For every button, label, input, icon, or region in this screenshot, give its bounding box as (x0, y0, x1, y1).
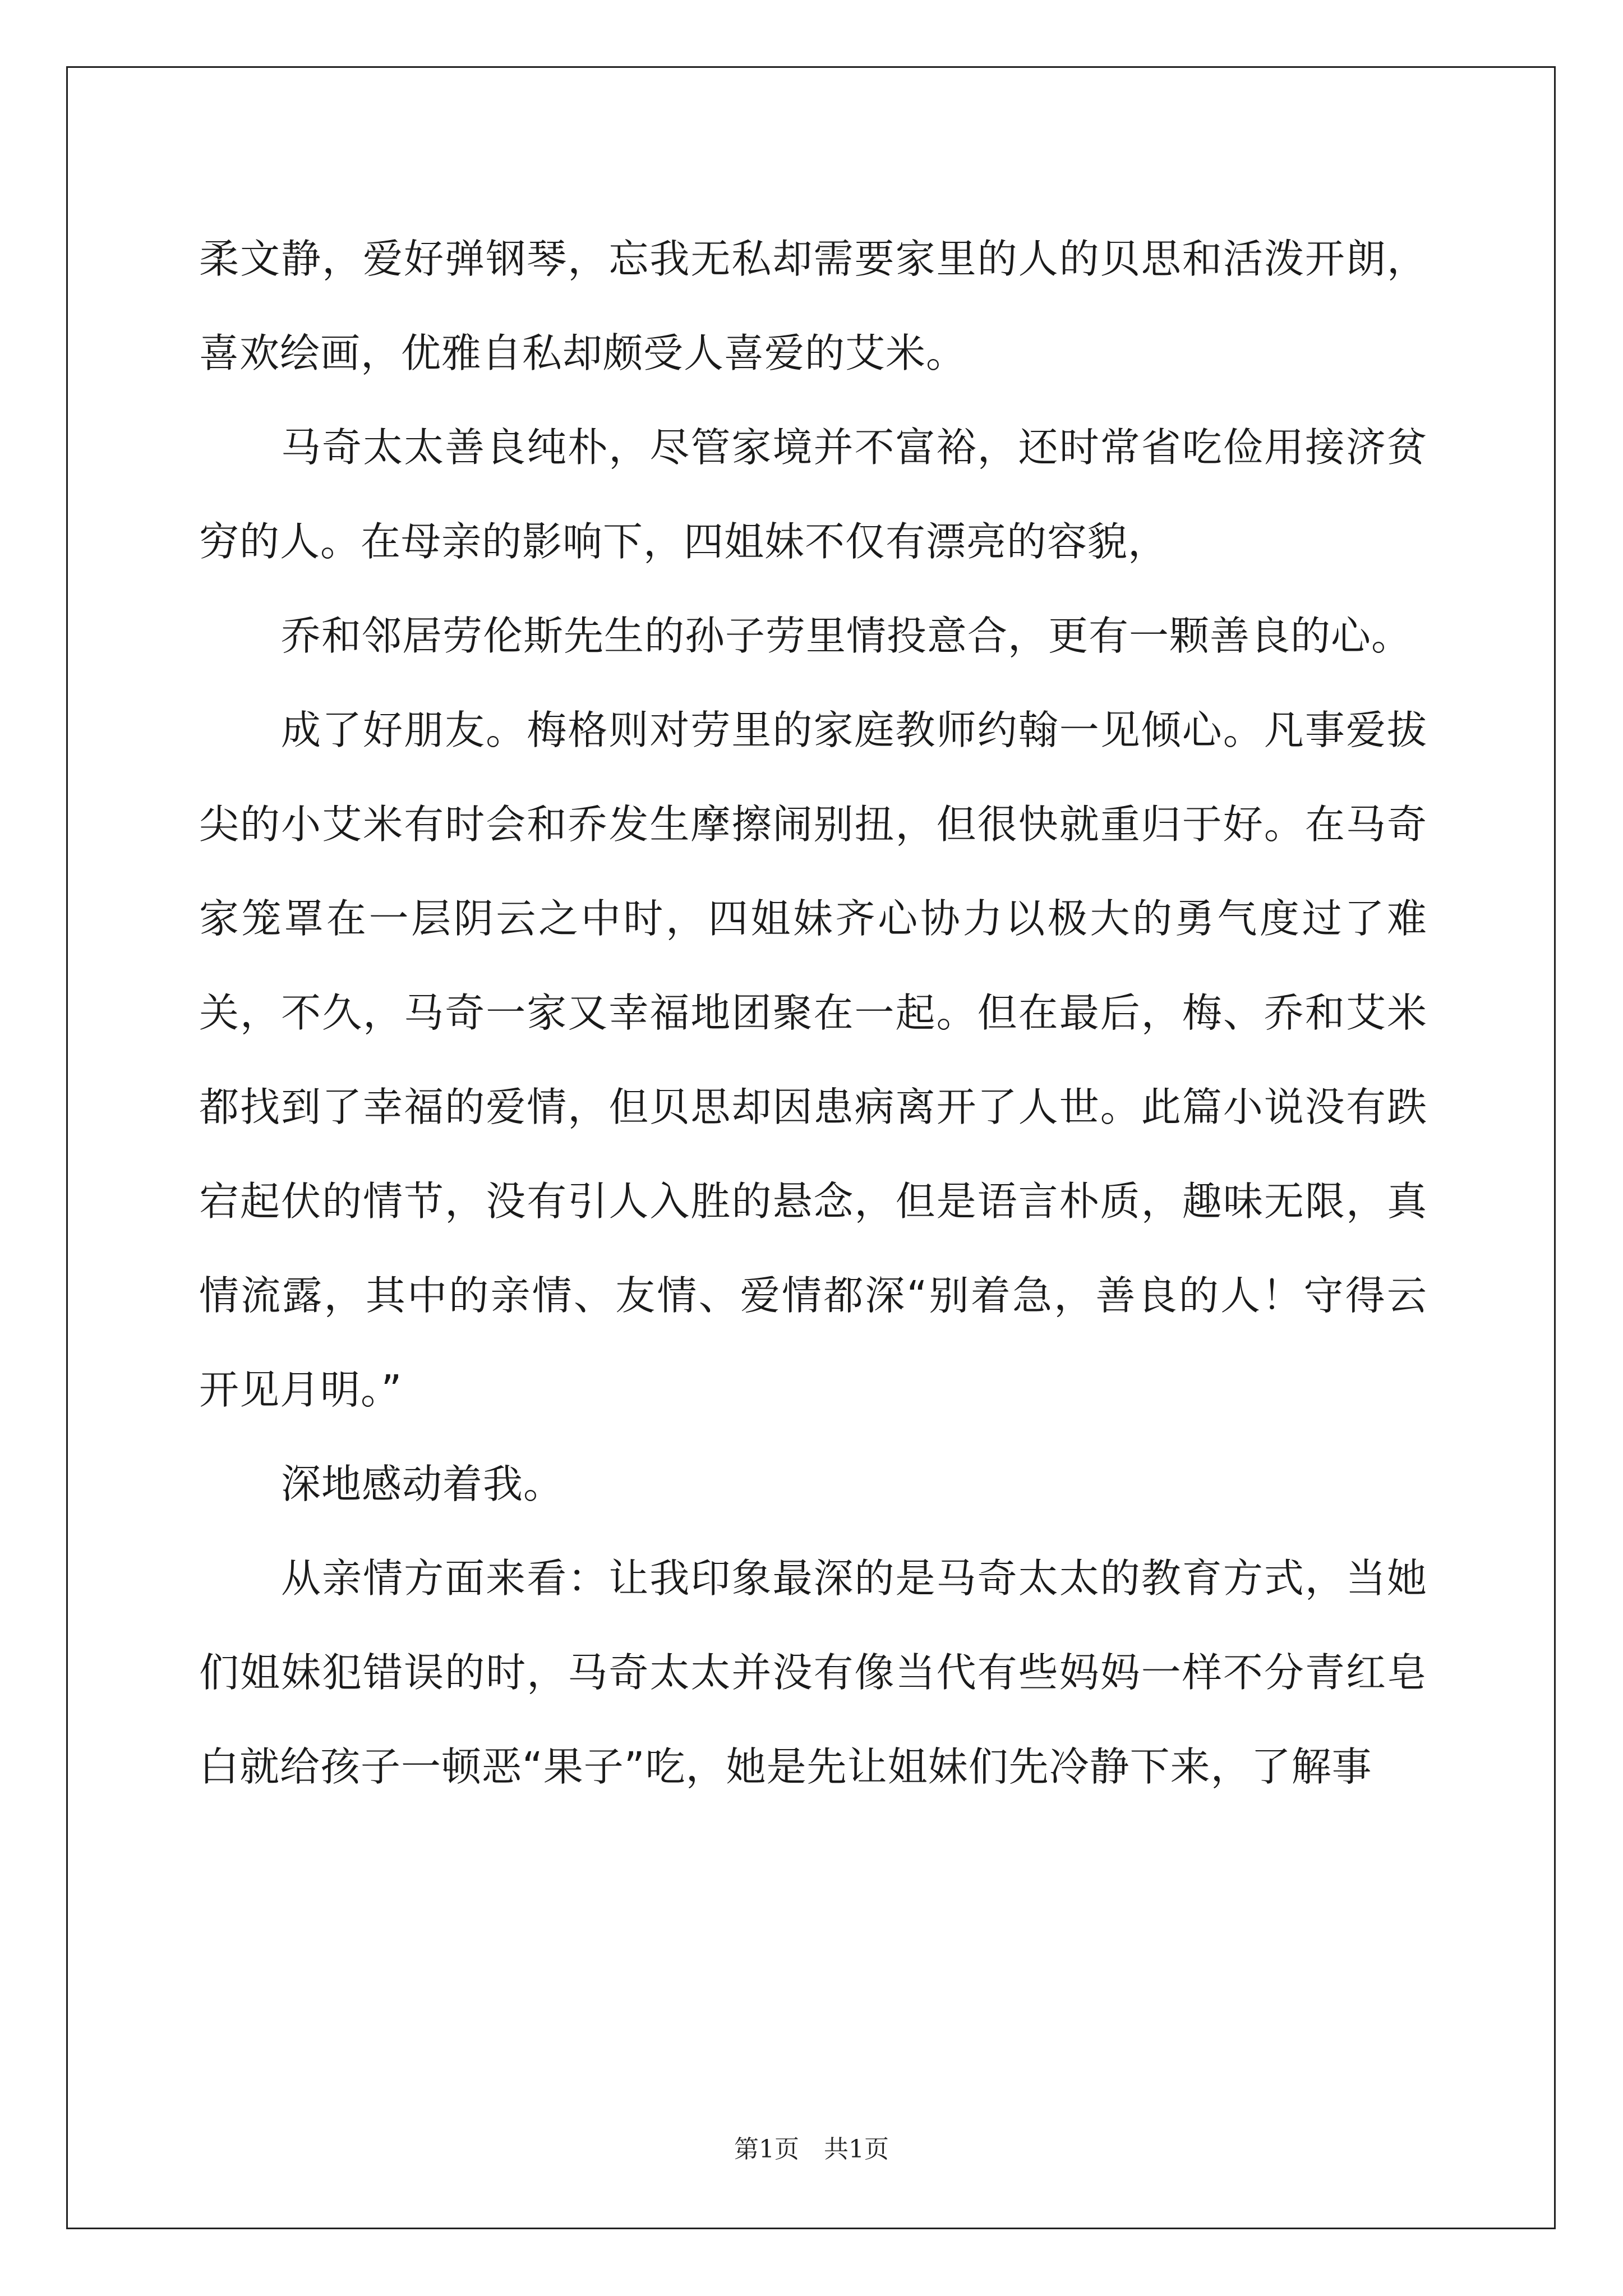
paragraph: 乔和邻居劳伦斯先生的孙子劳里情投意合，更有一颗善良的心。 (281, 613, 1412, 659)
paragraph: 深地感动着我。 (281, 1461, 564, 1507)
paragraph: 成了好朋友。梅格则对劳里的家庭教师约翰一见倾心。凡事爱拔尖的小艾米有时会和乔发生摩擦闹别扭，但很快就重归于好。在马奇家笼罩在一层阴云之中时，四姐妹齐心协力以极大的勇气度过了难关，不久，马奇一家又幸福地团聚在一起。但在最后，梅、乔和艾米都找到了幸福的爱情，但贝思却因患病离开了人世。此篇小说没有跌宕起伏的情节，没有引人入胜的悬念，但是语言朴质，趣味无限，真情流露，其中的亲情、友情、爱情都深“别着急，善良的人！守得云开见月明。” (199, 707, 1427, 1413)
paragraph: 马奇太太善良纯朴，尽管家境并不富裕，还时常省吃俭用接济贫穷的人。在母亲的影响下，四姐妹不仅有漂亮的容貌， (199, 424, 1427, 565)
document-body (199, 212, 1427, 1814)
paragraph: 柔文静，爱好弹钢琴，忘我无私却需要家里的人的贝思和活泼开朗，喜欢绘画，优雅自私却颇受人喜爱的艾米。 (199, 236, 1427, 376)
page-footer: 第1页 共1页 (734, 2135, 889, 2164)
paragraph: 从亲情方面来看：让我印象最深的是马奇太太的教育方式，当她们姐妹犯错误的时，马奇太太并没有像当代有些妈妈一样不分青红皂白就给孩子一顿恶“果子”吃，她是先让姐妹们先冷静下来，了解事 (199, 1555, 1427, 1790)
